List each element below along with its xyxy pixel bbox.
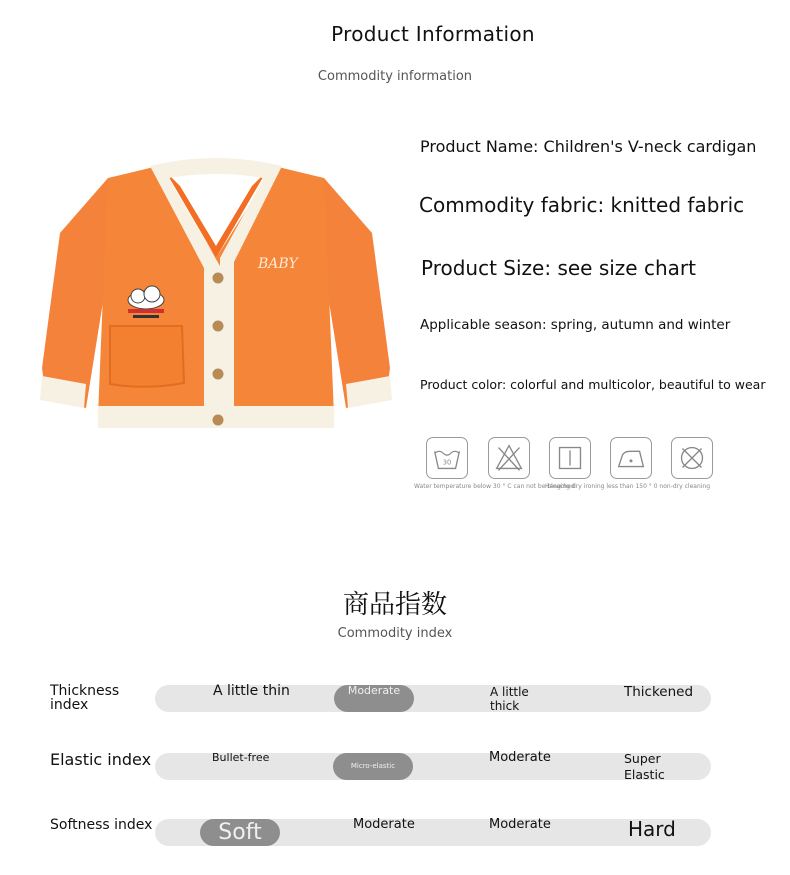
product-name: Product Name: Children's V-neck cardigan <box>420 137 757 156</box>
row-label: Elastic index <box>50 750 152 769</box>
selected-pill: Soft <box>200 819 280 846</box>
index-option-line1: A little <box>490 685 529 699</box>
index-option: Moderate <box>353 817 415 832</box>
row-label-line2: index <box>50 697 89 713</box>
product-image <box>38 158 394 433</box>
index-option: A little thin <box>213 683 290 699</box>
care-text-2: Hanging dry ironing less than 150 ° 0 non-dry cleaning <box>545 483 711 490</box>
selected-pill: Moderate <box>334 685 414 712</box>
index-title: 商品指数 <box>342 590 447 620</box>
care-text-1: Water temperature below 30 ° C can not be bleached <box>414 483 575 490</box>
no-dry-clean-icon <box>671 437 713 479</box>
index-option: Moderate <box>489 817 551 832</box>
index-option: Thickened <box>624 684 694 700</box>
no-bleach-icon <box>488 437 530 479</box>
selected-pill: Micro-elastic <box>333 753 413 780</box>
index-option-line2: Elastic <box>624 767 665 782</box>
index-option: Hard <box>628 817 676 841</box>
hang-dry-icon <box>549 437 591 479</box>
product-season: Applicable season: spring, autumn and winter <box>420 317 731 333</box>
section-subtitle: Commodity information <box>317 69 473 84</box>
index-option: Bullet-free <box>212 751 270 764</box>
product-color: Product color: colorful and multicolor, beautiful to wear <box>420 377 766 392</box>
section-title: Product Information <box>331 22 535 46</box>
row-label-line1: Thickness <box>50 683 120 699</box>
index-option: Moderate <box>489 750 551 765</box>
iron-low-icon <box>610 437 652 479</box>
svg-text:30: 30 <box>442 458 452 467</box>
index-option-line1: Super <box>624 751 661 766</box>
product-fabric: Commodity fabric: knitted fabric <box>419 193 745 217</box>
wash-30-icon <box>426 437 468 479</box>
garment-print-text: BABY <box>258 256 298 272</box>
row-label: Softness index <box>50 817 153 833</box>
index-option-line2: thick <box>490 699 520 713</box>
product-size: Product Size: see size chart <box>421 256 696 280</box>
index-subtitle: Commodity index <box>337 626 453 641</box>
